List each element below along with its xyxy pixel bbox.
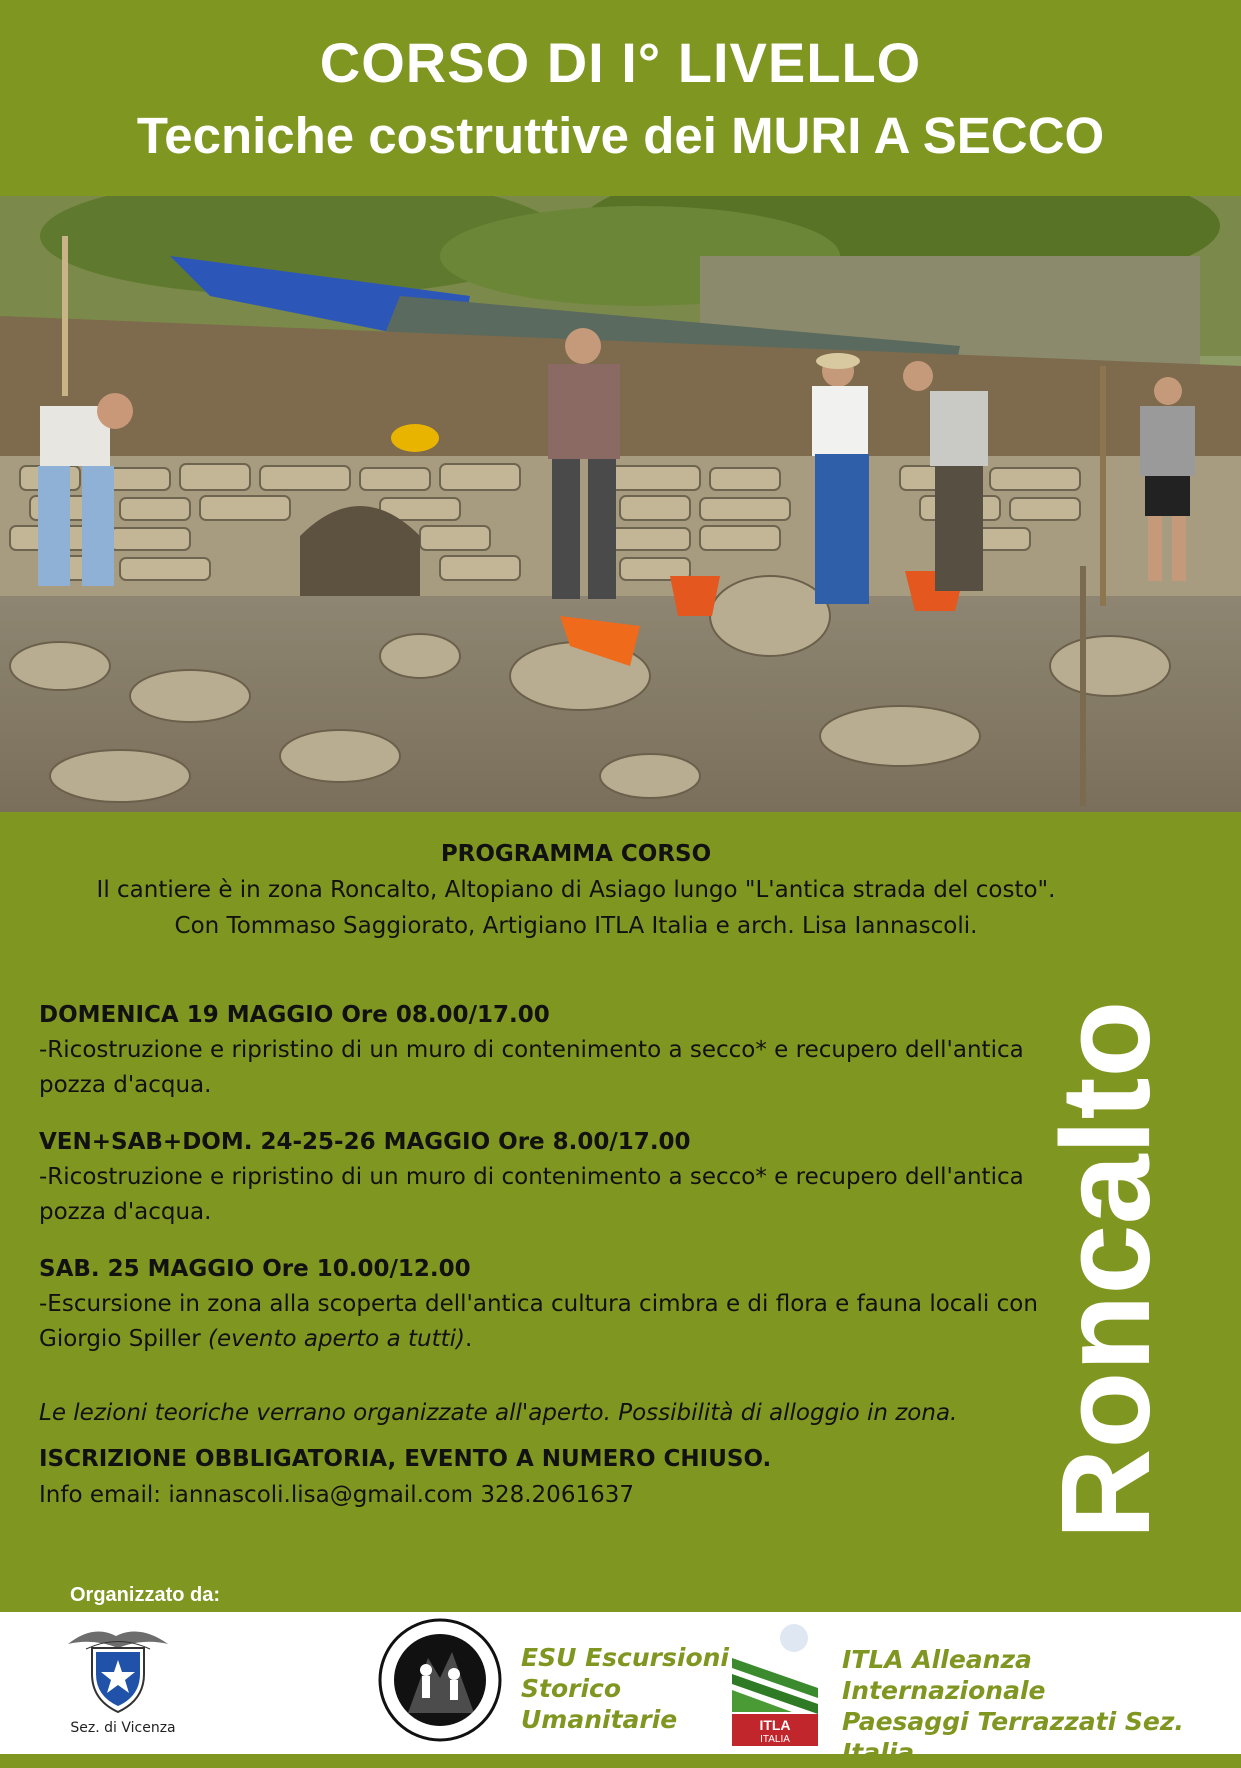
itla-logo-wordmark: ITLA — [759, 1717, 791, 1733]
itla-terrace-logo-icon — [732, 1618, 818, 1746]
schedule-list — [39, 998, 1079, 1379]
itla-organizer-name — [842, 1644, 1241, 1768]
esu-name-line: Storico — [521, 1674, 622, 1703]
schedule-item-date: VEN+SAB+DOM. 24-25-26 MAGGIO Ore 8.00/17.00 — [39, 1129, 691, 1155]
esu-name-line: ESU Escursioni — [521, 1643, 729, 1672]
course-level-title: CORSO DI I° LIVELLO — [319, 31, 922, 94]
dry-stone-wall-photo — [0, 196, 1241, 812]
esu-circle-logo-icon — [378, 1618, 502, 1742]
course-program — [0, 836, 1152, 944]
registration-notice: ISCRIZIONE OBBLIGATORIA, EVENTO A NUMERO CHIUSO. — [39, 1446, 772, 1472]
program-instructors: Con Tommaso Saggiorato, Artigiano ITLA Italia e arch. Lisa Iannascoli. — [174, 913, 978, 939]
itla-name-line: Paesaggi Terrazzati Sez. Italia — [842, 1707, 1184, 1767]
course-subject-title: Tecniche costruttive dei MURI A SECCO — [136, 107, 1105, 164]
location-vertical-title: Roncalto — [1035, 1000, 1176, 1540]
esu-name-line: Umanitarie — [521, 1705, 678, 1734]
schedule-item-description — [39, 1287, 1079, 1357]
program-heading: PROGRAMMA CORSO — [440, 841, 712, 867]
schedule-item — [39, 1125, 1079, 1230]
schedule-item-date: SAB. 25 MAGGIO Ore 10.00/12.00 — [39, 1256, 471, 1282]
esu-organizer-name — [521, 1642, 729, 1735]
schedule-item — [39, 1252, 1079, 1357]
contact-info: Info email: iannascoli.lisa@gmail.com 328.2061637 — [39, 1482, 634, 1508]
schedule-item-date: DOMENICA 19 MAGGIO Ore 08.00/17.00 — [39, 1002, 550, 1028]
open-event-note: (evento aperto a tutti) — [208, 1326, 465, 1352]
excursion-text: -Escursione in zona alla scoperta dell'antica cultura cimbra e di flora e fauna locali con Giorgio Spiller — [39, 1291, 1038, 1352]
itla-logo-subword: ITALIA — [760, 1734, 790, 1745]
program-location: Il cantiere è in zona Roncalto, Altopiano di Asiago lungo "L'antica strada del costo". — [96, 877, 1056, 903]
schedule-item — [39, 998, 1079, 1103]
page-header — [0, 0, 1241, 196]
schedule-item-description: -Ricostruzione e ripristino di un muro di contenimento a secco* e recupero dell'antica pozza d'acqua. — [39, 1037, 1024, 1098]
schedule-item-description: -Ricostruzione e ripristino di un muro di contenimento a secco* e recupero dell'antica pozza d'acqua. — [39, 1164, 1024, 1225]
itla-name-line: ITLA Alleanza Internazionale — [842, 1645, 1046, 1705]
cai-section-caption: Sez. di Vicenza — [70, 1720, 176, 1736]
lessons-note: Le lezioni teoriche verrano organizzate all'aperto. Possibilità di alloggio in zona. — [39, 1400, 958, 1426]
excursion-text-end: . — [464, 1326, 473, 1352]
cai-eagle-logo-icon — [58, 1616, 178, 1716]
organizers-footer — [0, 1612, 1241, 1767]
organizers-label: Organizzato da: — [70, 1584, 221, 1606]
